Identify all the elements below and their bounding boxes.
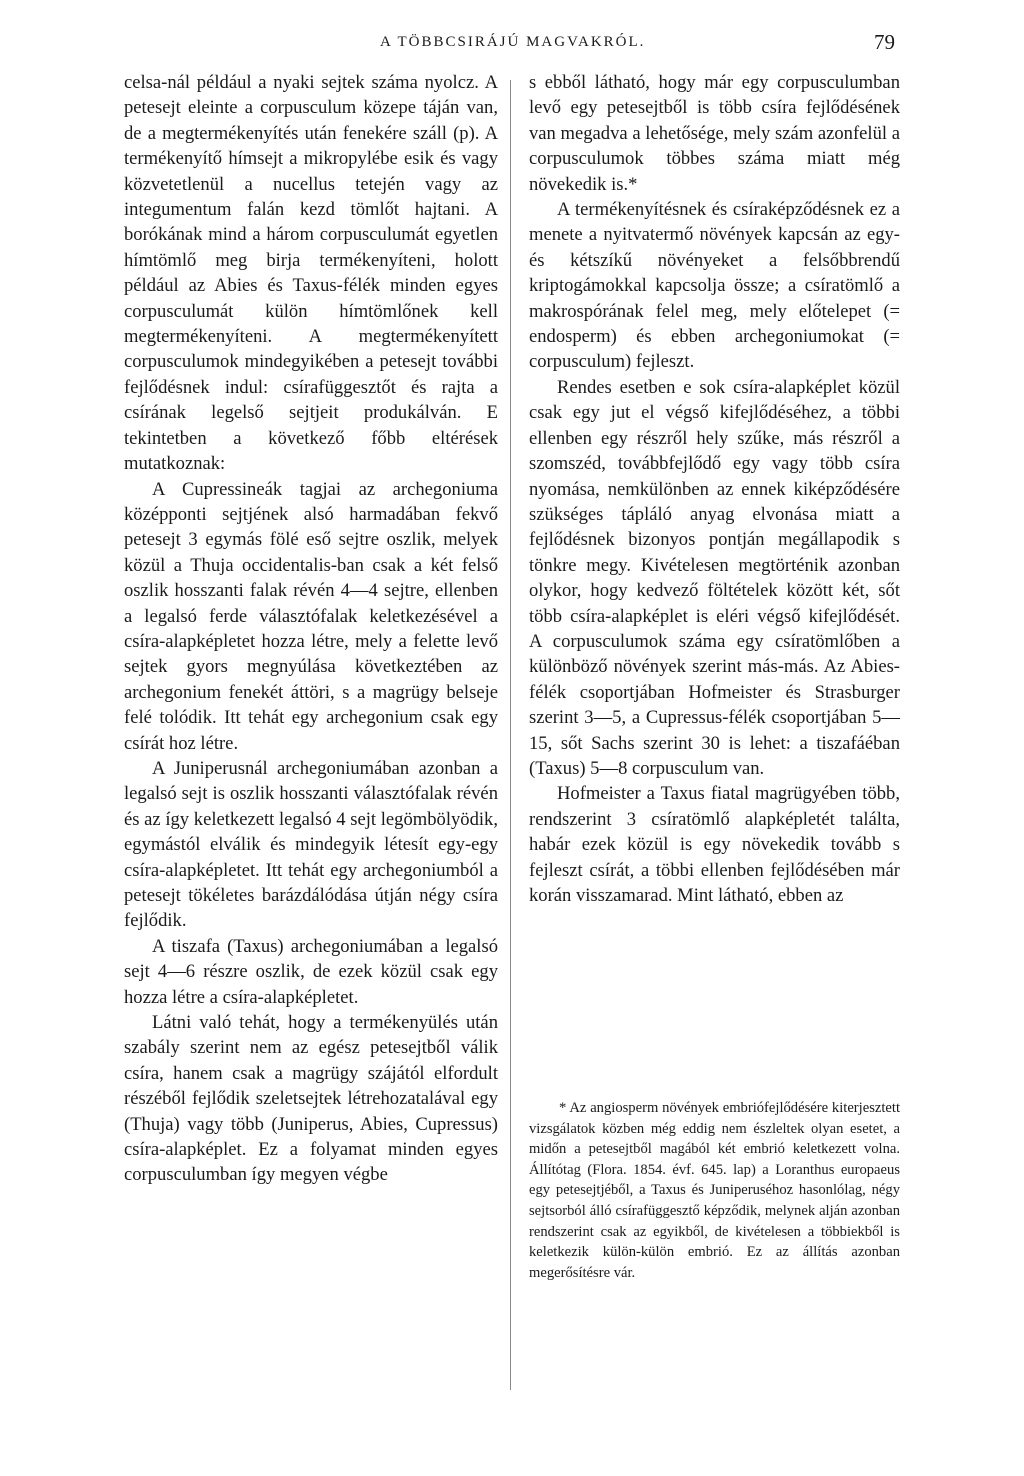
right-paragraph-1: s ebből látható, hogy már egy corpusculumban levő egy petesejtből is több csíra fejlődésének van megadva a lehetősége, mely szám azonfelül a corpusculumok többes száma miatt még növekedik is.* — [529, 72, 900, 195]
left-paragraph-5: Látni való tehát, hogy a termékenyülés után szabály szerint nem az egész petesejtből válik csíra, hanem csak a magrügy szájától elfordult részéből fejlődik szeletsejtek létrehozatalával egy (Thuja) vagy több (Juniperus, Abies, Cupressus) csíra-alapképlet. Ez a folyamat minden egyes corpusculumban így megyen végbe — [124, 1012, 498, 1186]
right-column — [529, 70, 900, 908]
right-paragraph-4: Hofmeister a Taxus fiatal magrügyében több, rendszerint 3 csíratömlő alapképletét találta, habár ezek közül is egy növekedik tovább s fejleszt csírát, a többi ellenben fejlődésében már korán visszamarad. Mint látható, ebben az — [529, 783, 900, 906]
left-column — [124, 70, 498, 1188]
left-paragraph-2: A Cupressineák tagjai az archegoniuma középponti sejtjének alsó harmadában fekvő petesejt 3 egymás fölé eső sejtre oszlik, melyek közül a Thuja occidentalis-ban csak a két felső oszlik hosszanti falak révén 4—4 sejtre, ellenben a legalsó ferde választófalak keletkezésével a csíra-alapképletet hozza létre, mely a felette levő sejtek gyors megnyúlása következtében az archegonium fenekét áttöri, s a magrügy belseje felé tolódik. Itt tehát egy archegonium csak egy csírát hoz létre. — [124, 478, 498, 754]
column-divider — [510, 80, 511, 1390]
left-paragraph-1: celsa-nál például a nyaki sejtek száma nyolcz. A petesejt eleinte a corpusculum közepe táján van, de a megtermékenyítés után fenekére száll (p). A termékenyítő hímsejt a mikropylébe esik és vagy közvetetlenül a nucellus tetején vagy az integumentum falán kezd tömlőt hajtani. A borókának mind a három corpusculumát egyetlen hímtömlő meg birja termékenyíteni, holott például az Abies és Taxus-félék minden egyes corpusculumát külön hímtömlőnek kell megtermékenyíteni. A megtermékenyített corpusculumok mindegyikében a petesejt további fejlődésnek indul: csírafüggesztőt és rajta a csírának legelső sejtjeit produkálván. E tekintetben a következő főbb eltérések mutatkoznak: — [124, 72, 498, 475]
right-paragraph-3: Rendes esetben e sok csíra-alapképlet közül csak egy jut el végső kifejlődéséhez, a többi ellenben egy részről hely szűke, más részről a szomszéd, továbbfejlődő egy vagy több csíra nyomása, nemkülönben az ennek kiképződésére szükséges tápláló anyag elvonása miatt a fejlődésnek bizonyos pontján megállapodik s tönkre megy. Kivételesen megtörténik azonban olykor, hogy kedvező föltételek között két, sőt több csíra-alapképlet is eléri végső kifejlődését. A corpusculumok száma egy csíratömlőben a különböző növények szerint más-más. Az Abies-félék csoportjában Hofmeister és Strasburger szerint 3—5, a Cupressus-félék csoportjában 5—15, sőt Sachs szerint 30 is lehet: a tiszafáéban (Taxus) 5—8 corpusculum van. — [529, 376, 900, 779]
right-paragraph-2: A termékenyítésnek és csíraképződésnek ez a menete a nyitvatermő növények kapcsán az egy- és kétszíkű növényeket a felsőbbrendű kriptogámokkal kapcsolja össze; a csíratömlő a makrospórának felel meg, mely előtelepet (= endosperm) és ebben archegoniumokat (= corpusculum) fejleszt. — [529, 199, 900, 373]
running-header — [0, 30, 1024, 58]
left-paragraph-4: A tiszafa (Taxus) archegoniumában a legalsó sejt 4—6 részre oszlik, de ezek közül csak egy hozza létre a csíra-alapképletet. — [124, 935, 498, 1008]
footnote: * Az angiosperm növények embriófejlődésére kiterjesztett vizsgálatok közben még eddig nem észleltek olyan esetet, a midőn a petesejtből magából két embrió keletkezett volna. Állítótag (Flora. 1854. évf. 645. lap) a Loranthus europaeus egy petesejtjéből, a Taxus és Juniperuséhoz hasonlólag, négy sejtsorból álló csírafüggesztő képződik, melynek alján azonban rendszerint csak az egyikből, de kivételesen a többiekből is keletkezik külön-külön embrió. Ez az állítás azonban megerősítésre vár. — [529, 1100, 900, 1281]
running-title: A TÖBBCSIRÁJÚ MAGVAKRÓL. — [380, 34, 646, 50]
left-paragraph-3: A Juniperusnál archegoniumában azonban a legalsó sejt is oszlik hosszanti választófalak révén és az így keletkezett legalsó 4 sejt legömbölyödik, egymástól elválik és mindegyik létesít egy-egy csíra-alapképletet. Itt tehát egy archegoniumból a petesejt tökéletes barázdálódása útján négy csíra fejlődik. — [124, 757, 498, 932]
page-number: 79 — [874, 30, 895, 54]
